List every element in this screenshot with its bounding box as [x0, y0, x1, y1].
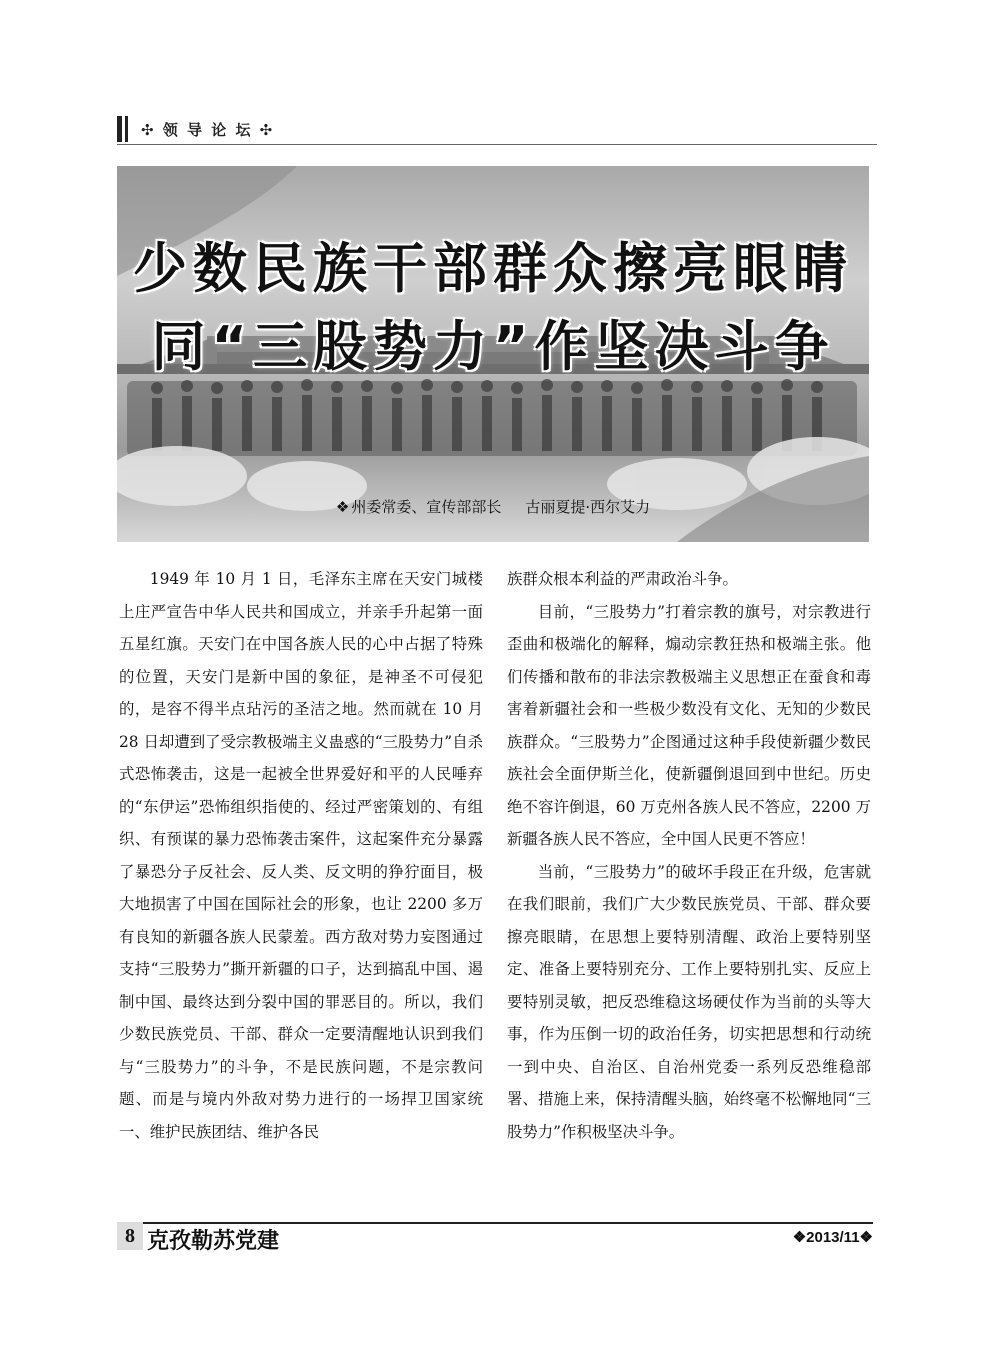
article-title-line-1: 少数民族干部群众擦亮眼睛 — [133, 237, 853, 300]
byline — [117, 496, 869, 517]
hero-banner — [117, 166, 869, 542]
paragraph: 当前，“三股势力”的破坏手段正在升级，危害就在我们眼前，我们广大少数民族党员、干部、群众要擦亮眼睛，在思想上要特别清醒、政治上要特别坚定、准备上要特别充分、工作上要特别扎实、反应上要特别灵敏，把反恐维稳这场硬仗作为当前的头等大事，作为压倒一切的政治任务，切实把思想和行动统一到中央、自治区、自治州党委一系列反恐维稳部署、措施上来，保持清醒头脑，始终毫不松懈地同“三股势力”作积极坚决斗争。 — [507, 862, 871, 1141]
paragraph: 目前，“三股势力”打着宗教的旗号，对宗教进行歪曲和极端化的解释，煽动宗教狂热和极端主张。他们传播和散布的非法宗教极端主义思想正在蚕食和毒害着新疆社会和一些极少数没有文化、无知的少数民族群众。“三股势力”企图通过这种手段使新疆少数民族社会全面伊斯兰化，使新疆倒退回到中世纪。历史绝不容许倒退，60 万克州各族人民不答应，2200 万新疆各族人民不答应，全中国人民更不答应！ — [507, 602, 871, 848]
magazine-name: 克孜勒苏党建 — [147, 1229, 280, 1254]
author-position: 州委常委、宣传部部长 — [351, 498, 502, 516]
body-column-right — [507, 563, 871, 1148]
section-bar-icon — [117, 116, 122, 142]
section-bar-icon — [125, 116, 128, 142]
section-header — [117, 114, 877, 144]
section-divider — [117, 144, 877, 145]
author-name: 古丽夏提·西尔艾力 — [525, 498, 651, 516]
body-column-left — [119, 563, 483, 1148]
diamond-icon: ❖ — [335, 498, 350, 516]
paragraph: 1949 年 10 月 1 日，毛泽东主席在天安门城楼上庄严宣告中华人民共和国成立，并亲手升起第一面五星红旗。天安门在中国各族人民的心中占据了特殊的位置，天安门是新中国的象征，是神圣不可侵犯的，是容不得半点玷污的圣洁之地。然而就在 10 月 28 日却遭到了受宗教极端主义蛊惑的“三股势力”自杀式恐怖袭击，这是一起被全世界爱好和平的人民唾弃的“东伊运”恐怖组织指使的、经过严密策划的、有组织、有预谋的暴力恐怖袭击案件，这起案件充分暴露了暴恐分子反社会、反人类、反文明的狰狞面目，极大地损害了中国在国际社会的形象，也让 2200 多万有良知的新疆各族人民蒙羞。西方敌对势力妄图通过支持“三股势力”撕开新疆的口子，达到搞乱中国、遏制中国、最终达到分裂中国的罪恶目的。所以，我们少数民族党员、干部、群众一定要清醒地认识到我们与“三股势力”的斗争，不是民族问题，不是宗教问题、而是与境内外敌对势力进行的一场捍卫国家统一、维护民族团结、维护各民 — [119, 570, 483, 1141]
page-number: 8 — [117, 1222, 143, 1250]
paragraph-continuation: 族群众根本利益的严肃政治斗争。 — [507, 570, 738, 588]
article-title-line-2: 同“三股势力”作坚决斗争 — [151, 315, 835, 378]
issue-date: ❖2013/11❖ — [792, 1229, 873, 1246]
section-label: ✣ 领 导 论 坛 ✣ — [141, 121, 275, 139]
